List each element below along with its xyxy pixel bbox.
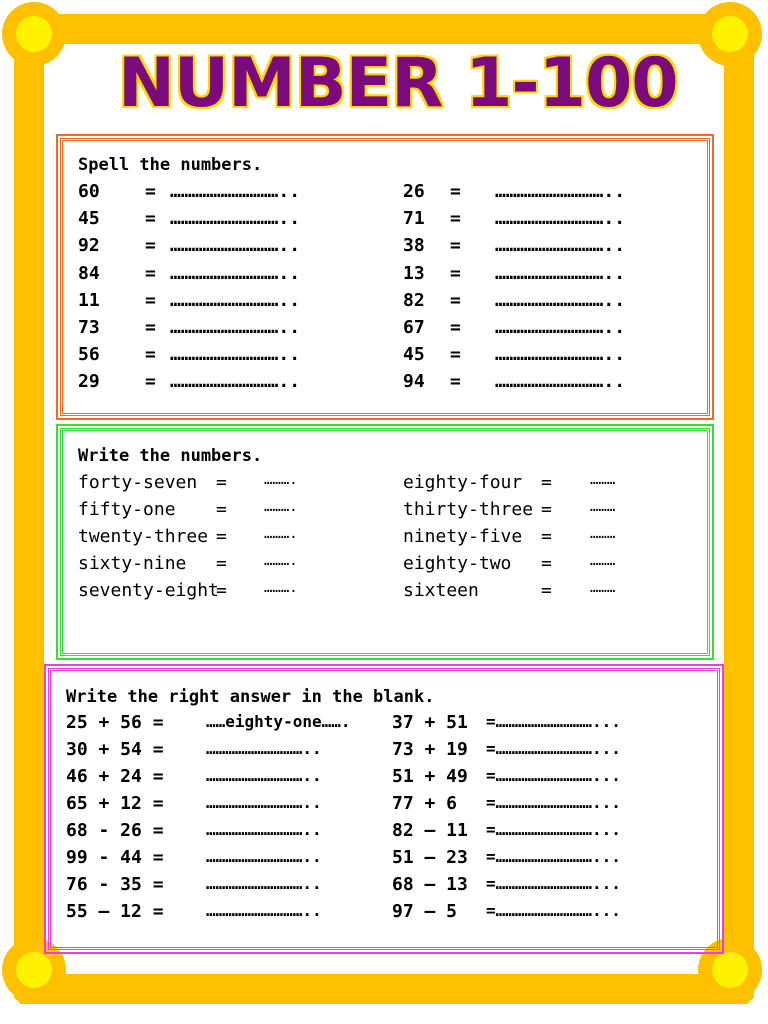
answer-blank: ………………………….. (206, 901, 322, 920)
answer-blank: ……… (590, 526, 616, 542)
spell-number: 11 (78, 289, 100, 311)
spell-number: 92 (78, 235, 100, 257)
spell-number: 73 (78, 317, 100, 338)
math-problem: 77 + 6 (392, 793, 458, 814)
number-word: ninety-five (403, 526, 523, 547)
number-word: thirty-three (403, 499, 534, 520)
equals-sign: = (145, 235, 156, 257)
page-title: NUMBER 1-100 (118, 44, 678, 123)
number-word: sixty-nine (78, 553, 187, 574)
answer-blank: =…………………………... (486, 739, 621, 758)
answer-blank: ………………………….. (170, 235, 301, 257)
spell-number: 45 (403, 344, 425, 366)
answer-blank: ………………………….. (495, 208, 626, 230)
equals-sign: = (450, 262, 461, 284)
answer-blank: ………………………….. (170, 371, 301, 393)
equals-sign: = (145, 289, 156, 311)
answer-blank: ………………………….. (170, 181, 301, 202)
spell-number: 82 (403, 289, 425, 311)
math-problem: 97 – 5 (392, 901, 458, 922)
math-problem: 68 - 26 = (66, 820, 164, 841)
answer-blank: ………………………….. (495, 235, 626, 257)
answer-blank: ………. (264, 499, 298, 515)
answer-blank: ……… (590, 580, 616, 596)
number-word: twenty-three (78, 526, 209, 547)
equals-sign: = (216, 580, 227, 601)
answer-blank: ……… (590, 499, 616, 515)
number-word: eighty-two (403, 553, 512, 574)
answer-blank: =…………………………... (486, 712, 621, 731)
equals-sign: = (541, 580, 552, 601)
equals-sign: = (450, 208, 461, 230)
equals-sign: = (216, 553, 227, 574)
equals-sign: = (216, 472, 227, 493)
equals-sign: = (216, 526, 227, 547)
frame-left (14, 20, 48, 1000)
math-problem: 65 + 12 = (66, 793, 164, 814)
answer-blank: ………………………….. (495, 371, 626, 393)
spell-number: 84 (78, 262, 100, 284)
answer-blank: ………………………….. (495, 181, 626, 202)
answer-blank: ………………………….. (206, 766, 322, 785)
math-problem: 68 – 13 (392, 874, 468, 895)
answer-blank: ………. (264, 553, 298, 569)
frame-top (18, 14, 750, 48)
answer-blank: ………. (264, 580, 298, 596)
answer-blank: =…………………………... (486, 766, 621, 785)
frame-bottom (18, 970, 750, 1004)
equals-sign: = (450, 289, 461, 311)
answer-blank: ………………………….. (495, 344, 626, 366)
answer-blank: ………………………….. (170, 344, 301, 366)
number-word: fifty-one (78, 499, 176, 520)
answer-blank: ………. (264, 526, 298, 542)
spell-heading: Spell the numbers. (78, 155, 263, 175)
spell-number: 45 (78, 208, 100, 230)
math-problem: 51 – 23 (392, 847, 468, 868)
answer-blank: ………………………….. (495, 262, 626, 284)
answer-blank: ………………………….. (206, 793, 322, 812)
corner-ornament (698, 2, 762, 66)
math-problem: 73 + 19 (392, 739, 468, 760)
answer-blank: =…………………………... (486, 820, 621, 839)
answer-blank: ………………………….. (170, 317, 301, 338)
spell-number: 38 (403, 235, 425, 257)
equals-sign: = (145, 344, 156, 366)
answer-blank: =…………………………... (486, 847, 621, 866)
math-problem: 25 + 56 = (66, 712, 164, 733)
answer-blank: ……… (590, 472, 616, 488)
answer-blank: ………………………….. (495, 289, 626, 311)
answer-blank: ………………………….. (206, 739, 322, 758)
equals-sign: = (541, 526, 552, 547)
answer-blank: ……eighty-one……. (206, 712, 351, 731)
answer-blank: ………………………….. (206, 847, 322, 866)
answer-blank: =…………………………... (486, 874, 621, 893)
spell-number: 71 (403, 208, 425, 230)
spell-number: 29 (78, 371, 100, 393)
answer-blank: ………………………….. (206, 820, 322, 839)
number-word: sixteen (403, 580, 479, 601)
math-problem: 51 + 49 (392, 766, 468, 787)
equals-sign: = (145, 371, 156, 393)
answer-heading: Write the right answer in the blank. (66, 687, 435, 707)
number-word: forty-seven (78, 472, 198, 493)
math-problem: 30 + 54 = (66, 739, 164, 760)
math-problem: 82 – 11 (392, 820, 468, 841)
write-heading: Write the numbers. (78, 446, 263, 466)
equals-sign: = (450, 181, 461, 202)
equals-sign: = (541, 472, 552, 493)
equals-sign: = (450, 371, 461, 393)
answer-blank: =…………………………... (486, 793, 621, 812)
math-problem: 76 - 35 = (66, 874, 164, 895)
corner-ornament (2, 2, 66, 66)
equals-sign: = (541, 499, 552, 520)
math-problem: 46 + 24 = (66, 766, 164, 787)
spell-number: 26 (403, 181, 425, 202)
equals-sign: = (450, 317, 461, 338)
spell-number: 56 (78, 344, 100, 366)
answer-blank: ……… (590, 553, 616, 569)
equals-sign: = (145, 317, 156, 338)
spell-number: 94 (403, 371, 425, 393)
frame-right (720, 20, 754, 1000)
equals-sign: = (541, 553, 552, 574)
spell-number: 60 (78, 181, 100, 202)
equals-sign: = (450, 344, 461, 366)
math-problem: 55 – 12 = (66, 901, 164, 922)
equals-sign: = (145, 262, 156, 284)
math-problem: 99 - 44 = (66, 847, 164, 868)
answer-blank: ………………………….. (206, 874, 322, 893)
spell-number: 13 (403, 262, 425, 284)
answer-blank: ………………………….. (495, 317, 626, 338)
answer-blank: ………………………….. (170, 262, 301, 284)
answer-blank: ………………………….. (170, 208, 301, 230)
equals-sign: = (145, 181, 156, 202)
equals-sign: = (450, 235, 461, 257)
number-word: eighty-four (403, 472, 523, 493)
number-word: seventy-eight (78, 580, 219, 601)
answer-blank: ………………………….. (170, 289, 301, 311)
math-problem: 37 + 51 (392, 712, 468, 733)
answer-blank: =…………………………... (486, 901, 621, 920)
equals-sign: = (216, 499, 227, 520)
answer-blank: ………. (264, 472, 298, 488)
equals-sign: = (145, 208, 156, 230)
spell-number: 67 (403, 317, 425, 338)
